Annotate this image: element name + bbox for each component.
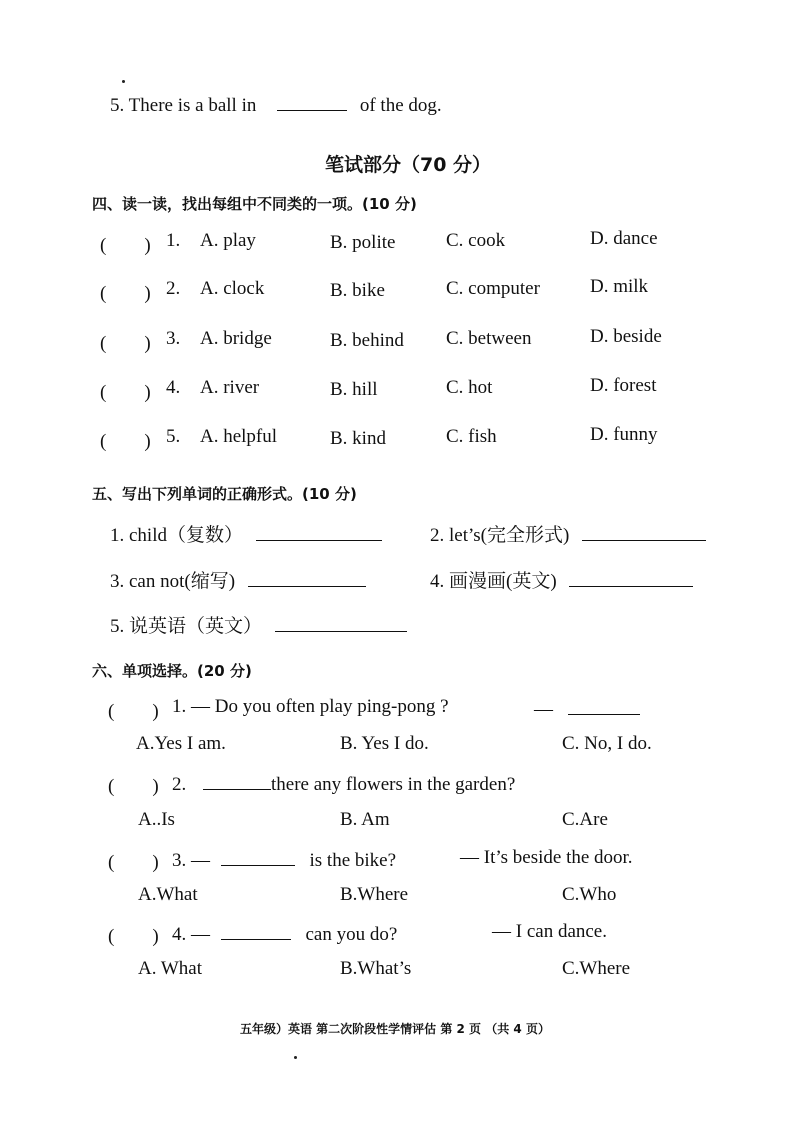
dash: — xyxy=(191,924,210,945)
speck xyxy=(122,80,125,83)
answer-blank[interactable] xyxy=(569,568,693,587)
item-text: There is a ball in xyxy=(128,95,257,116)
written-section-title: 笔试部分（70 分） xyxy=(325,154,492,176)
question-line xyxy=(172,771,515,796)
speck xyxy=(294,1056,297,1059)
option-d: D. milk xyxy=(590,276,649,297)
answer-paren[interactable]: ( ) xyxy=(100,333,151,354)
word-form-item xyxy=(110,520,382,547)
option-c: C. fish xyxy=(446,426,497,447)
question-line xyxy=(172,921,397,946)
choice-b: B. Yes I do. xyxy=(340,733,429,754)
top-item xyxy=(110,92,442,117)
answer-paren[interactable]: ( ) xyxy=(100,431,151,452)
row-number: 2. xyxy=(166,278,181,299)
section6-heading: 六、单项选择。(20 分) xyxy=(92,662,252,680)
answer-blank[interactable] xyxy=(277,92,347,111)
answer-blank[interactable] xyxy=(275,613,407,632)
item-label: 3. can not(缩写) xyxy=(110,571,236,592)
option-b: B. bike xyxy=(330,280,385,301)
answer-paren[interactable]: ( ) xyxy=(100,283,151,304)
item-text-end: of the dog. xyxy=(359,95,442,116)
option-a: A. clock xyxy=(200,278,265,299)
choice-a: A..Is xyxy=(138,809,175,830)
question-number: 1. xyxy=(172,696,187,717)
answer-paren[interactable]: ( ) xyxy=(108,701,159,722)
question-text: there any flowers in the garden? xyxy=(271,774,516,795)
reply-line xyxy=(492,921,607,943)
choice-c: C.Who xyxy=(562,884,617,905)
row-number: 3. xyxy=(166,328,181,349)
option-d: D. forest xyxy=(590,375,657,396)
word-form-item xyxy=(110,611,407,638)
dash: — xyxy=(534,699,553,720)
dash: — xyxy=(492,921,511,942)
choice-b: B.Where xyxy=(340,884,409,905)
item-label: 4. 画漫画(英文) xyxy=(430,571,557,592)
question-text: can you do? xyxy=(305,924,398,945)
question-number: 4. xyxy=(172,924,187,945)
choice-c: C. No, I do. xyxy=(562,733,652,754)
answer-blank[interactable] xyxy=(221,847,295,866)
option-b: B. polite xyxy=(330,232,396,253)
page-footer: 五年级）英语 第二次阶段性学情评估 第 2 页 （共 4 页） xyxy=(240,1022,550,1036)
option-a: A. play xyxy=(200,230,256,251)
reply-line xyxy=(460,847,633,869)
option-a: A. river xyxy=(200,377,260,398)
word-form-item xyxy=(430,566,693,593)
word-form-item xyxy=(110,566,366,593)
answer-paren[interactable]: ( ) xyxy=(108,926,159,947)
question-text: is the bike? xyxy=(309,850,397,871)
item-label: 5. 说英语（英文） xyxy=(110,616,263,637)
answer-paren[interactable]: ( ) xyxy=(108,852,159,873)
option-b: B. kind xyxy=(330,428,386,449)
option-c: C. computer xyxy=(446,278,540,299)
choice-a: A. What xyxy=(138,958,203,979)
reply-text: It’s beside the door. xyxy=(483,847,633,868)
option-b: B. hill xyxy=(330,379,378,400)
answer-paren[interactable]: ( ) xyxy=(108,776,159,797)
dash: — xyxy=(191,696,210,717)
row-number: 1. xyxy=(166,230,181,251)
option-c: C. cook xyxy=(446,230,506,251)
reply-text: I can dance. xyxy=(515,921,607,942)
question-line xyxy=(172,696,449,718)
option-a: A. bridge xyxy=(200,328,272,349)
dash: — xyxy=(191,850,210,871)
word-form-item xyxy=(430,520,706,547)
answer-paren[interactable]: ( ) xyxy=(100,235,151,256)
row-number: 5. xyxy=(166,426,181,447)
answer-blank[interactable] xyxy=(256,522,382,541)
option-c: C. between xyxy=(446,328,532,349)
option-c: C. hot xyxy=(446,377,493,398)
reply-line xyxy=(534,696,640,721)
item-number: 5. xyxy=(110,95,125,116)
item-label: 2. let’s(完全形式) xyxy=(430,525,570,546)
option-d: D. beside xyxy=(590,326,662,347)
section4-heading: 四、读一读，找出每组中不同类的一项。(10 分) xyxy=(92,195,417,213)
question-text: Do you often play ping-pong ? xyxy=(214,696,449,717)
choice-a: A.Yes I am. xyxy=(136,733,226,754)
answer-blank[interactable] xyxy=(203,771,271,790)
dash: — xyxy=(460,847,479,868)
choice-b: B. Am xyxy=(340,809,390,830)
item-label: 1. child（复数） xyxy=(110,525,243,546)
answer-paren[interactable]: ( ) xyxy=(100,382,151,403)
question-number: 2. xyxy=(172,774,187,795)
section5-heading: 五、写出下列单词的正确形式。(10 分) xyxy=(92,485,357,503)
answer-blank[interactable] xyxy=(221,921,291,940)
option-d: D. funny xyxy=(590,424,658,445)
answer-blank[interactable] xyxy=(582,522,706,541)
row-number: 4. xyxy=(166,377,181,398)
choice-c: C.Are xyxy=(562,809,608,830)
choice-c: C.Where xyxy=(562,958,631,979)
question-number: 3. xyxy=(172,850,187,871)
option-a: A. helpful xyxy=(200,426,278,447)
choice-b: B.What’s xyxy=(340,958,412,979)
question-line xyxy=(172,847,396,872)
answer-blank[interactable] xyxy=(568,696,640,715)
choice-a: A.What xyxy=(138,884,198,905)
answer-blank[interactable] xyxy=(248,568,366,587)
option-b: B. behind xyxy=(330,330,404,351)
option-d: D. dance xyxy=(590,228,658,249)
